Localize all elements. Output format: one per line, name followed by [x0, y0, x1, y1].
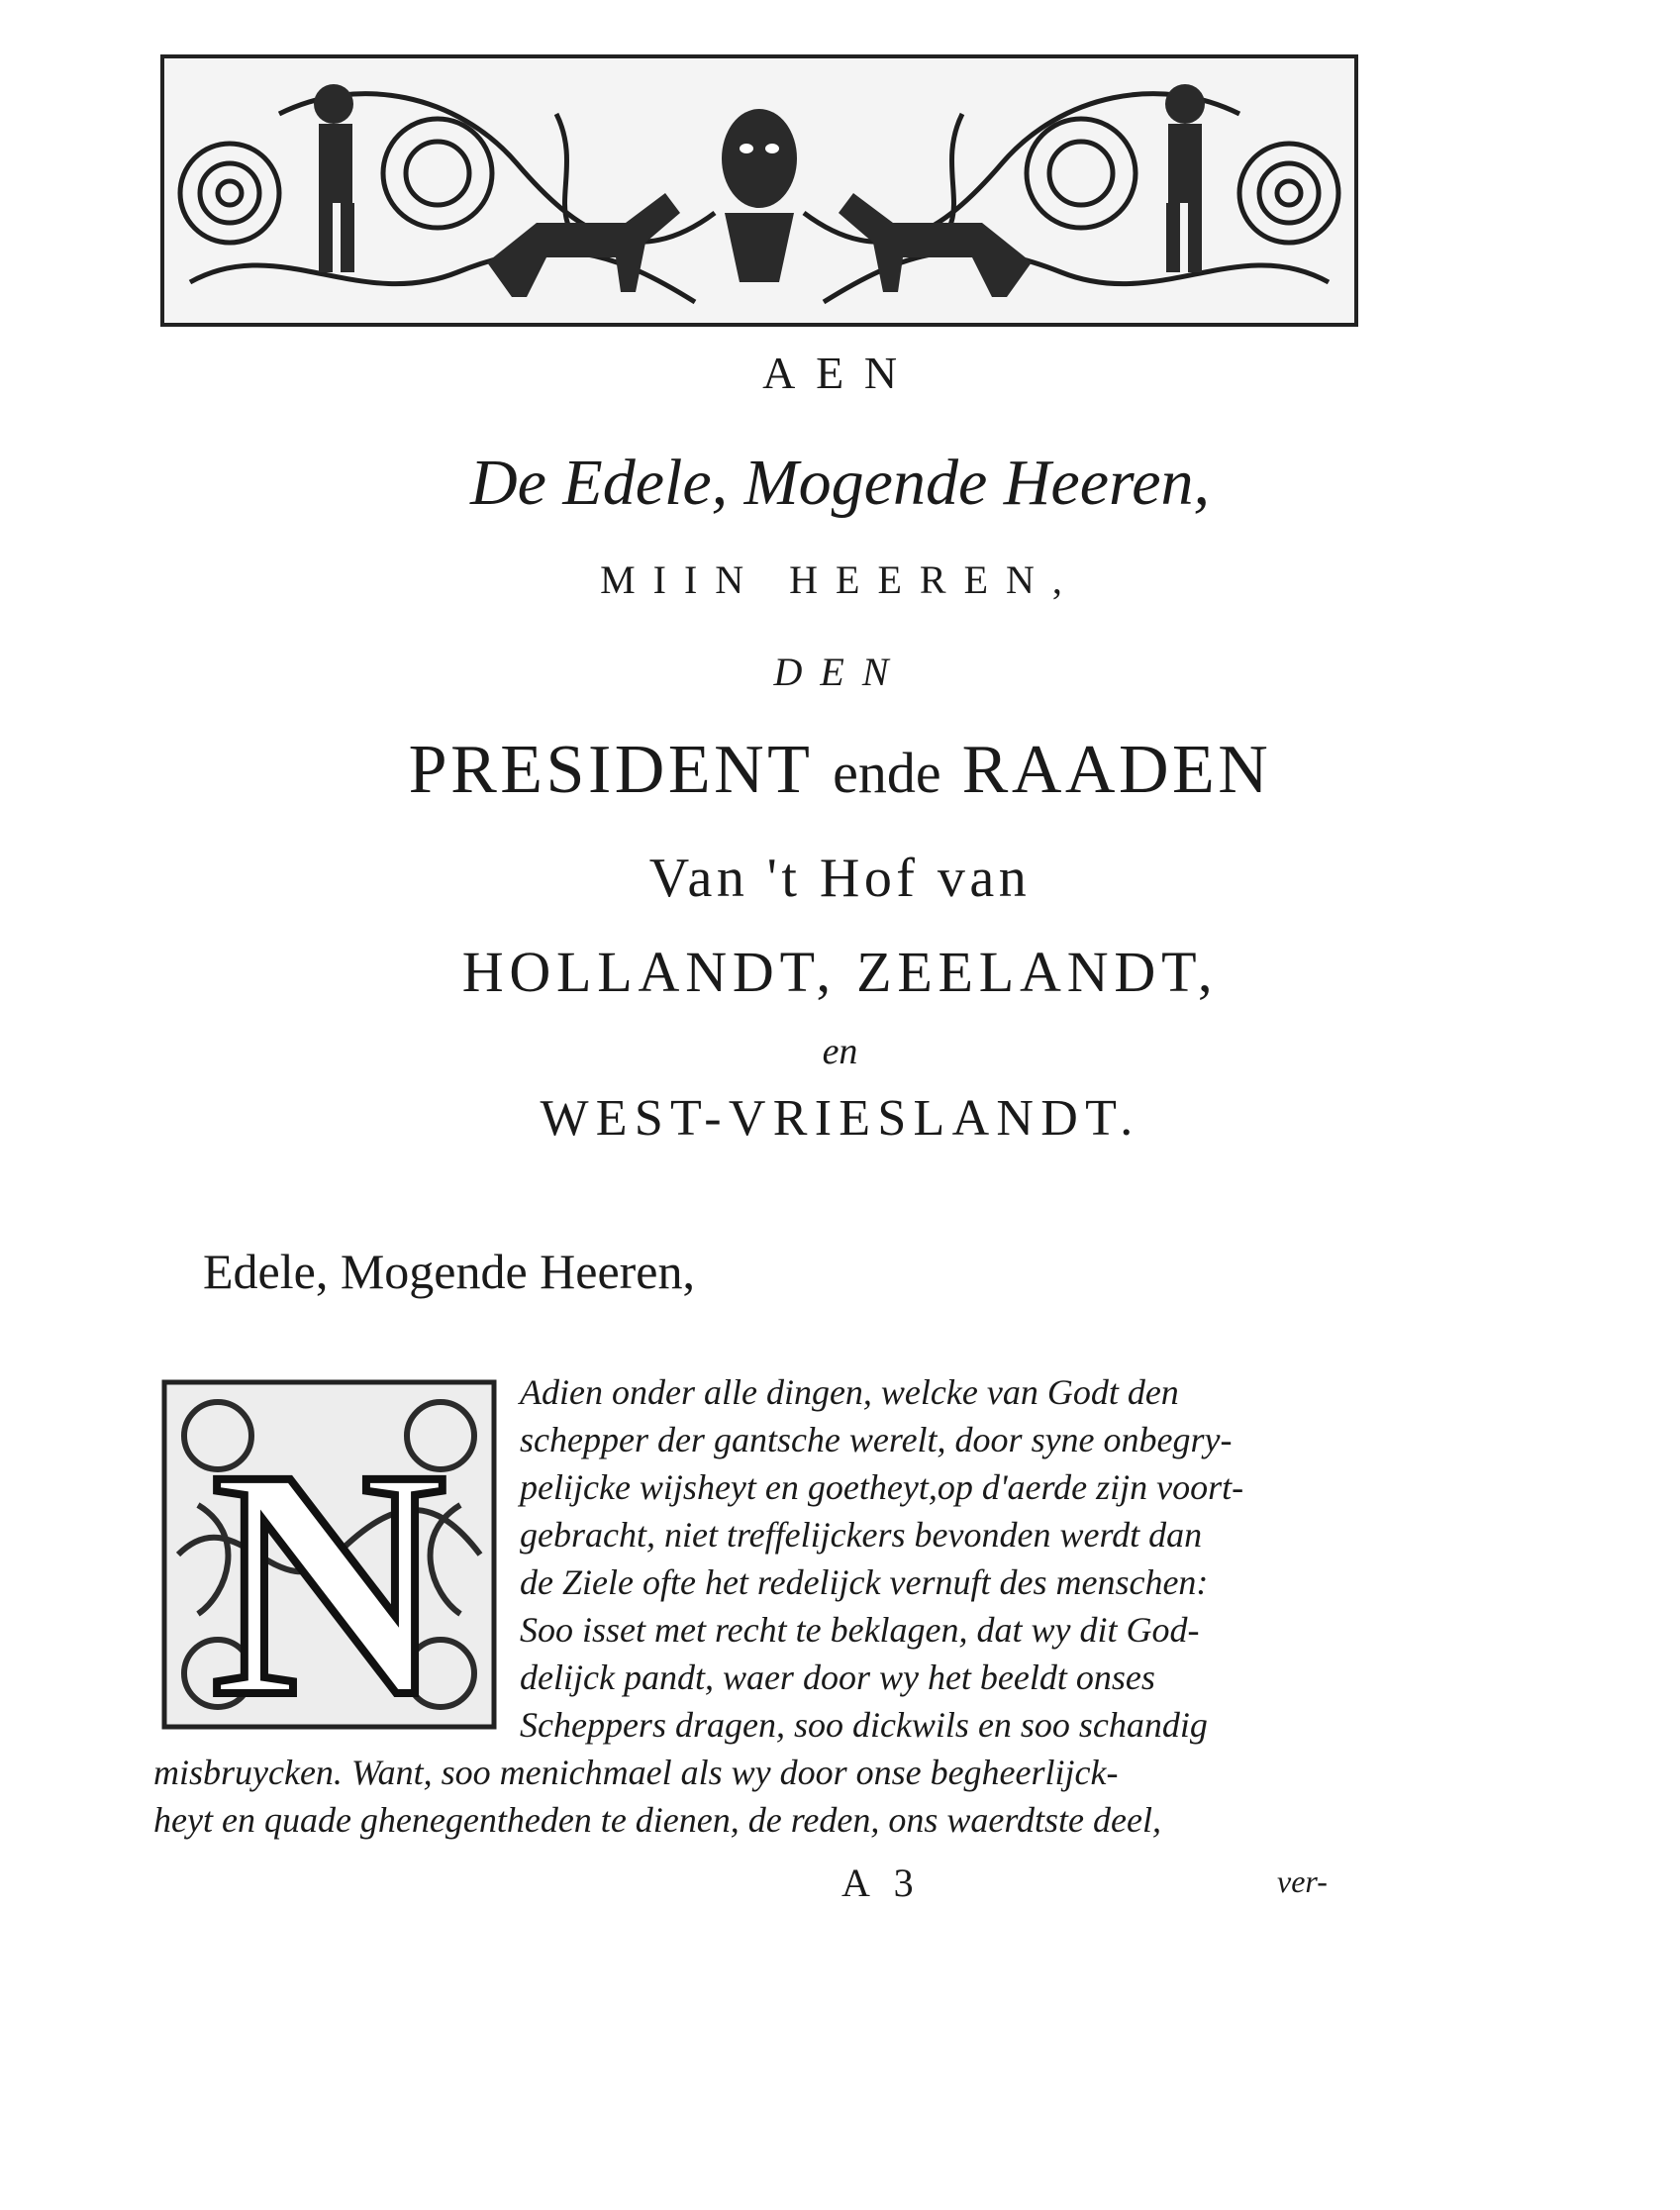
body-line: schepper der gantsche werelt, door syne onbegry- — [520, 1420, 1233, 1459]
salutation: Edele, Mogende Heeren, — [203, 1244, 695, 1299]
heading-aen: AEN — [762, 348, 918, 398]
decorated-initial-n — [158, 1376, 500, 1733]
initial-letter: N — [210, 1403, 447, 1733]
body-line: misbruycken. Want, soo menichmael als wy door onse begheerlijck- — [153, 1753, 1119, 1792]
body-line: de Ziele ofte het redelijck vernuft des menschen: — [520, 1562, 1209, 1602]
heading-president-line — [0, 731, 1680, 810]
heading-hollandt-zeelandt: HOLLANDT, ZEELANDT, — [461, 940, 1219, 1004]
heading-van-t-hof: Van 't Hof van — [648, 848, 1032, 909]
heading-den: DEN — [773, 650, 907, 694]
heading-ende: ende — [833, 741, 941, 805]
body-line: heyt en quade ghenegentheden te dienen, de reden, ons waerdtste deel, — [153, 1800, 1161, 1840]
body-line: gebracht, niet treffelijckers bevonden werdt dan — [520, 1515, 1203, 1555]
heading-west-vrieslandt: WEST-VRIESLANDT. — [540, 1090, 1140, 1147]
catchword: ver- — [1277, 1863, 1328, 1899]
body-line: Soo isset met recht te beklagen, dat wy dit God- — [520, 1610, 1200, 1650]
body-line: pelijcke wijsheyt en goetheyt,op d'aerde zijn voort- — [520, 1467, 1244, 1507]
signature-mark: A 3 — [841, 1860, 922, 1905]
heading-president: PRESIDENT — [408, 732, 813, 808]
body-line: delijck pandt, waer door wy het beeldt onses — [520, 1658, 1155, 1697]
heading-addressee: De Edele, Mogende Heeren, — [469, 447, 1211, 519]
heading-miin-heeren: MIIN HEEREN, — [600, 557, 1080, 602]
heading-raaden: RAADEN — [961, 732, 1272, 808]
ornamental-headpiece — [160, 54, 1358, 327]
heading-en: en — [822, 1031, 858, 1072]
body-line: Adien onder alle dingen, welcke van Godt den — [520, 1372, 1179, 1412]
body-line: Scheppers dragen, soo dickwils en soo schandig — [520, 1705, 1208, 1745]
